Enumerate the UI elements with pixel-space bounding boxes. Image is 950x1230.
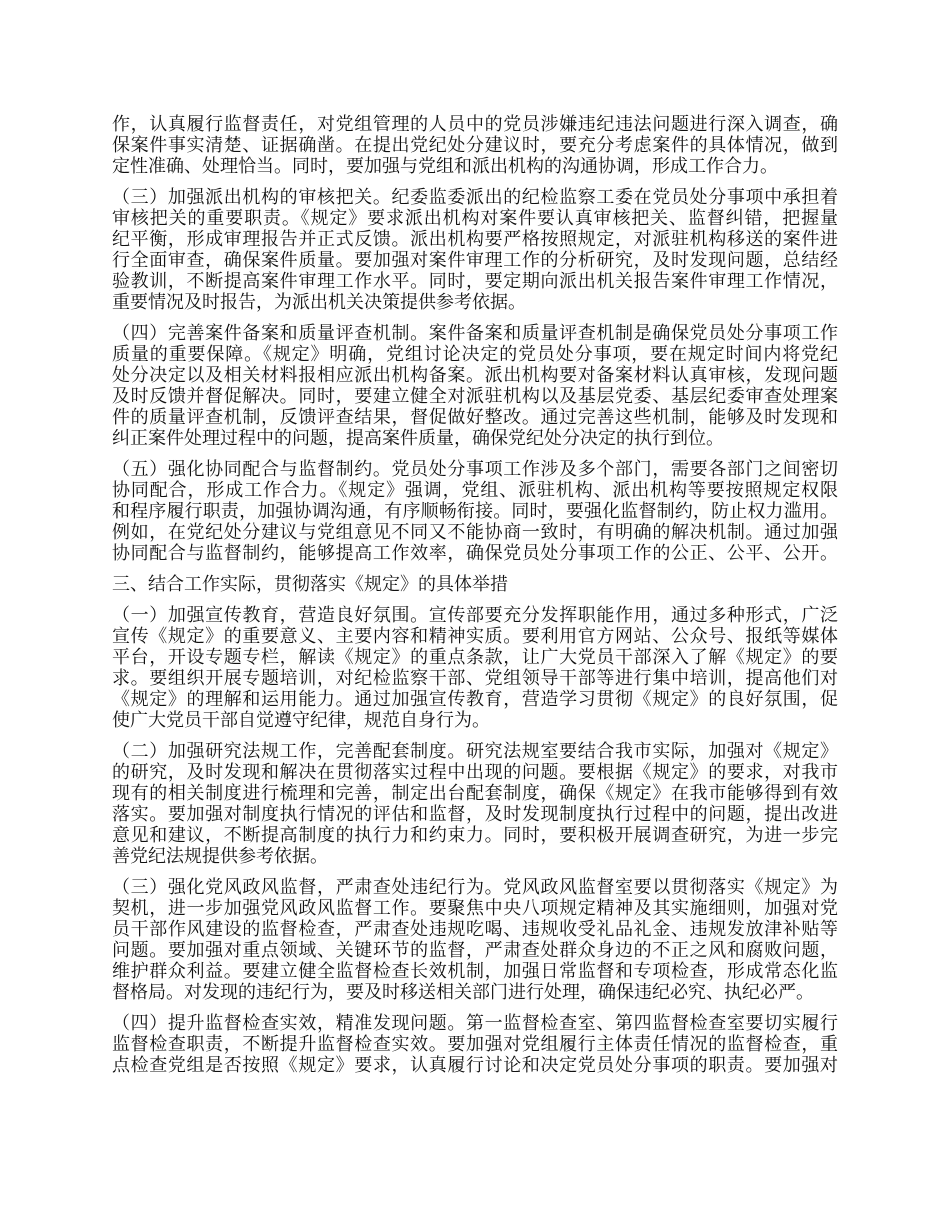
text-line: 重要情况及时报告，为派出机关决策提供参考依据。	[112, 292, 526, 313]
text-line: 保案件事实清楚、证据确凿。在提出党纪处分建议时，要充分考虑案件的具体情况，做到	[112, 135, 838, 156]
text-line: （四）完善案件备案和质量评查机制。案件备案和质量评查机制是确保党员处分事项工作	[112, 323, 838, 344]
text-line: 员干部作风建设的监督检查，严肃查处违规吃喝、违规收受礼品礼金、违规发放津补贴等	[112, 919, 838, 940]
paragraph	[112, 605, 838, 731]
text-line: 定性准确、处理恰当。同时，要加强与党组和派出机构的沟通协调，形成工作合力。	[112, 156, 778, 177]
text-line: 问题。要加强对重点领域、关键环节的监督，严肃查处群众身边的不正之风和腐败问题，	[112, 940, 838, 961]
text-line: （三）加强派出机构的审核把关。纪委监委派出的纪检监察工委在党员处分事项中承担着	[112, 187, 838, 208]
text-line: 纠正案件处理过程中的问题，提高案件质量，确保党纪处分决定的执行到位。	[112, 428, 724, 449]
text-line: 及时反馈并督促解决。同时，要建立健全对派驻机构以及基层党委、基层纪委审查处理案	[112, 386, 838, 407]
text-line: 件的质量评查机制，反馈评查结果，督促做好整改。通过完善这些机制，能够及时发现和	[112, 407, 838, 428]
text-line: 宣传《规定》的重要意义、主要内容和精神实质。要利用官方网站、公众号、报纸等媒体	[112, 626, 838, 647]
paragraph	[112, 187, 838, 313]
text-line: 意见和建议，不断提高制度的执行力和约束力。同时，要积极开展调查研究，为进一步完	[112, 825, 838, 846]
text-line: 行全面审查，确保案件质量。要加强对案件审理工作的分析研究，及时发现问题，总结经	[112, 250, 838, 271]
paragraph	[112, 1013, 838, 1076]
text-line: 处分决定以及相关材料报相应派出机构备案。派出机构要对备案材料认真审核，发现问题	[112, 365, 838, 386]
text-line: 审核把关的重要职责。《规定》要求派出机构对案件要认真审核把关、监督纠错，把握量	[112, 208, 838, 229]
text-line: 三、结合工作实际，贯彻落实《规定》的具体举措	[112, 574, 508, 595]
section-heading	[112, 574, 838, 595]
document-body	[112, 114, 838, 1086]
text-line: 善党纪法规提供参考依据。	[112, 846, 328, 867]
text-line: （五）强化协同配合与监督制约。党员处分事项工作涉及多个部门，需要各部门之间密切	[112, 459, 838, 480]
text-line: 纪平衡，形成审理报告并正式反馈。派出机构要严格按照规定，对派驻机构移送的案件进	[112, 229, 838, 250]
text-line: 求。要组织开展专题培训，对纪检监察干部、党组领导干部等进行集中培训，提高他们对	[112, 668, 838, 689]
text-line: （三）强化党风政风监督，严肃查处违纪行为。党风政风监督室要以贯彻落实《规定》为	[112, 877, 838, 898]
paragraph	[112, 114, 838, 177]
paragraph	[112, 459, 838, 564]
text-line: 和程序履行职责，加强协调沟通，有序顺畅衔接。同时，要强化监督制约，防止权力滥用。	[112, 501, 838, 522]
text-line: 平台，开设专题专栏，解读《规定》的重点条款，让广大党员干部深入了解《规定》的要	[112, 647, 838, 668]
text-line: 督格局。对发现的违纪行为，要及时移送相关部门进行处理，确保违纪必究、执纪必严。	[112, 982, 814, 1003]
text-line: 契机，进一步加强党风政风监督工作。要聚焦中央八项规定精神及其实施细则，加强对党	[112, 898, 838, 919]
paragraph	[112, 741, 838, 867]
text-line: 点检查党组是否按照《规定》要求，认真履行讨论和决定党员处分事项的职责。要加强对	[112, 1055, 838, 1076]
text-line: 使广大党员干部自觉遵守纪律，规范自身行为。	[112, 710, 490, 731]
text-line: （二）加强研究法规工作，完善配套制度。研究法规室要结合我市实际，加强对《规定》	[112, 741, 838, 762]
text-line: 协同配合与监督制约，能够提高工作效率，确保党员处分事项工作的公正、公平、公开。	[112, 543, 838, 564]
text-line: 现有的相关制度进行梳理和完善，制定出台配套制度，确保《规定》在我市能够得到有效	[112, 783, 838, 804]
text-line: 协同配合，形成工作合力。《规定》强调，党组、派驻机构、派出机构等要按照规定权限	[112, 480, 838, 501]
text-line: 《规定》的理解和运用能力。通过加强宣传教育，营造学习贯彻《规定》的良好氛围，促	[112, 689, 838, 710]
text-line: 质量的重要保障。《规定》明确，党组讨论决定的党员处分事项，要在规定时间内将党纪	[112, 344, 838, 365]
text-line: 作，认真履行监督责任，对党组管理的人员中的党员涉嫌违纪违法问题进行深入调查，确	[112, 114, 838, 135]
text-line: 维护群众利益。要建立健全监督检查长效机制，加强日常监督和专项检查，形成常态化监	[112, 961, 838, 982]
text-line: 落实。要加强对制度执行情况的评估和监督，及时发现制度执行过程中的问题，提出改进	[112, 804, 838, 825]
paragraph	[112, 877, 838, 1003]
text-line: 监督检查职责，不断提升监督检查实效。要加强对党组履行主体责任情况的监督检查，重	[112, 1034, 838, 1055]
paragraph	[112, 323, 838, 449]
text-line: 验教训，不断提高案件审理工作水平。同时，要定期向派出机关报告案件审理工作情况，	[112, 271, 838, 292]
text-line: （四）提升监督检查实效，精准发现问题。第一监督检查室、第四监督检查室要切实履行	[112, 1013, 838, 1034]
text-line: （一）加强宣传教育，营造良好氛围。宣传部要充分发挥职能作用，通过多种形式，广泛	[112, 605, 838, 626]
text-line: 的研究，及时发现和解决在贯彻落实过程中出现的问题。要根据《规定》的要求，对我市	[112, 762, 838, 783]
text-line: 例如，在党纪处分建议与党组意见不同又不能协商一致时，有明确的解决机制。通过加强	[112, 522, 838, 543]
